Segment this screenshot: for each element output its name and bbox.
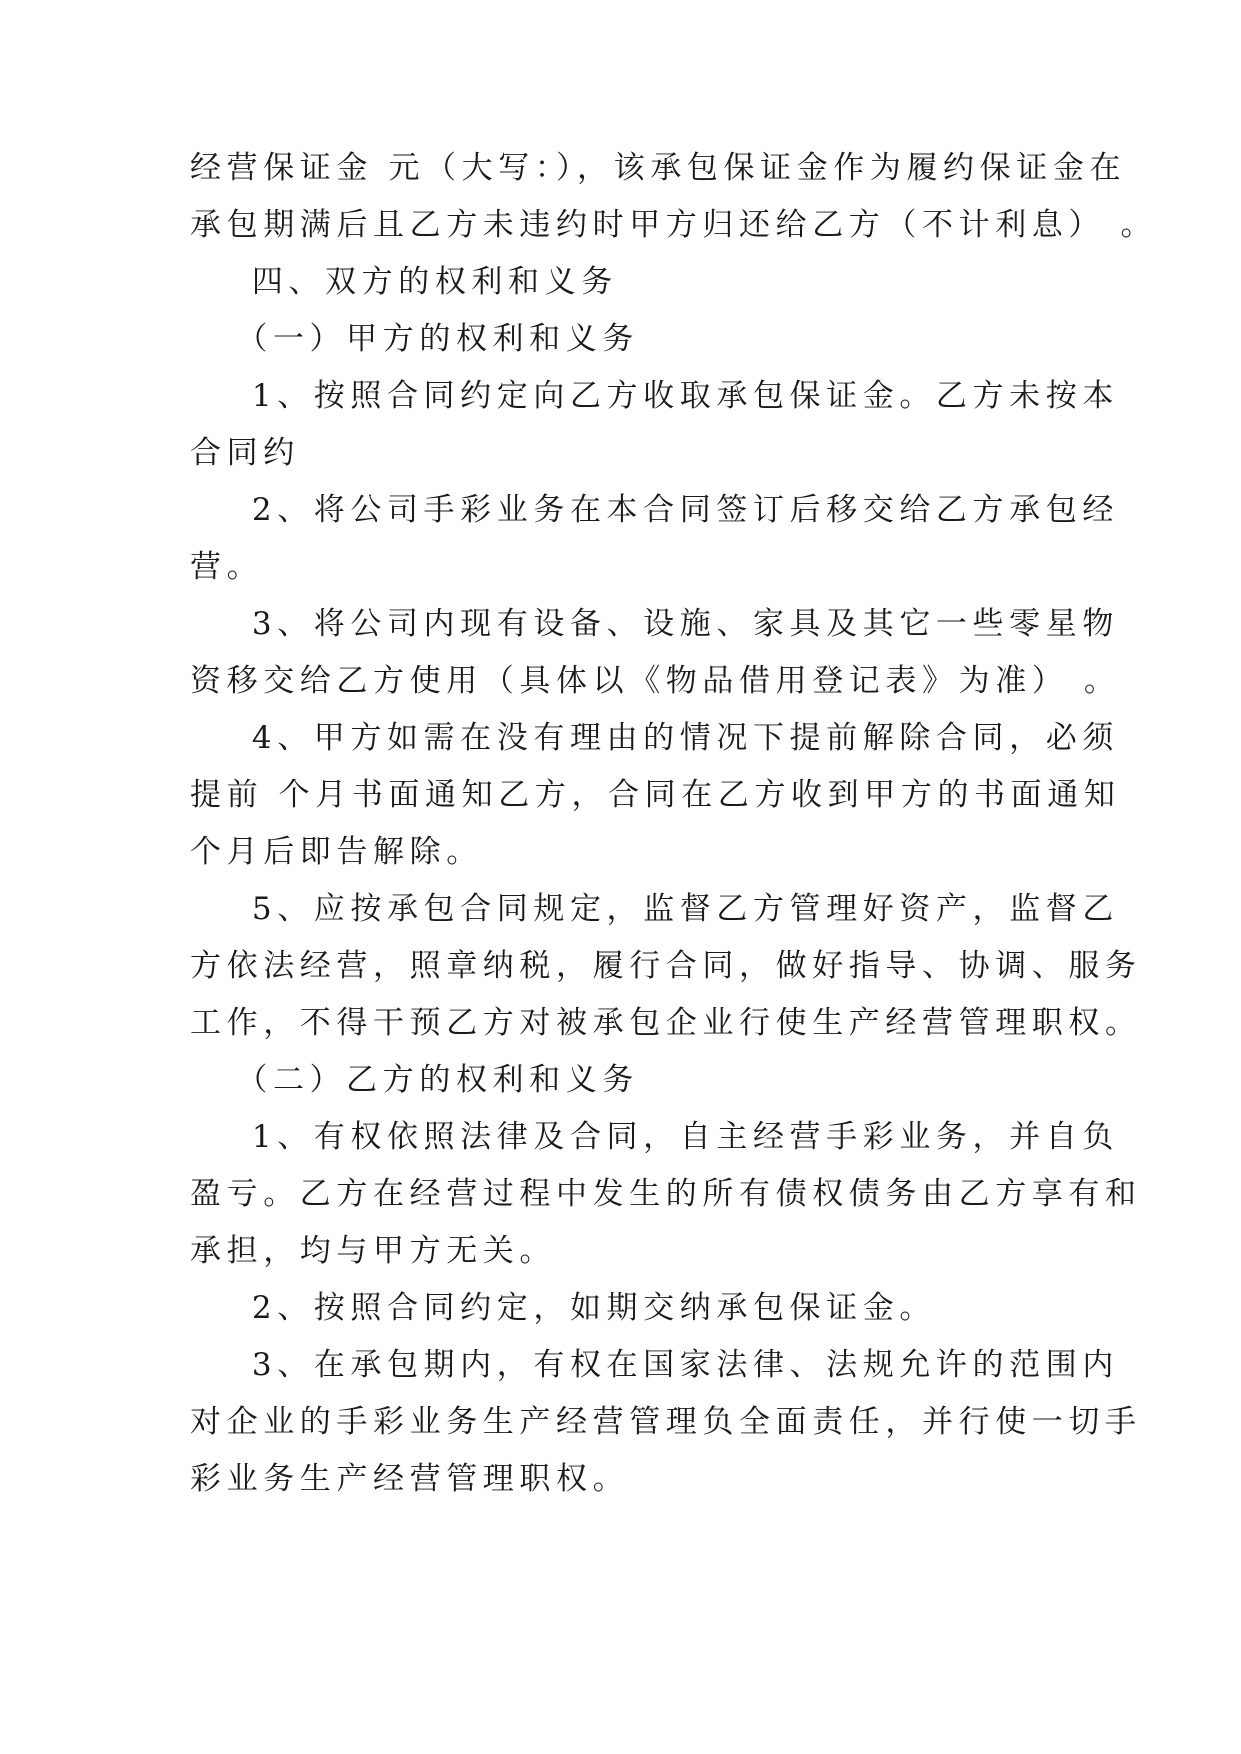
text-line: 提前 个月书面通知乙方，合同在乙方收到甲方的书面通知 bbox=[190, 777, 1121, 813]
text-line: 1、有权依照法律及合同，自主经营手彩业务，并自负 bbox=[190, 1119, 1119, 1155]
text-line: 2、将公司手彩业务在本合同签订后移交给乙方承包经 bbox=[190, 492, 1119, 528]
text-line: 工作，不得干预乙方对被承包企业行使生产经营管理职权。 bbox=[190, 1005, 1142, 1041]
text-line: 对企业的手彩业务生产经营管理负全面责任，并行使一切手 bbox=[190, 1404, 1142, 1440]
text-line: 彩业务生产经营管理职权。 bbox=[190, 1461, 630, 1497]
text-line: 5、应按承包合同规定，监督乙方管理好资产，监督乙 bbox=[190, 891, 1119, 927]
text-line: 个月后即告解除。 bbox=[190, 834, 483, 870]
text-line: 经营保证金 元（大写：），该承包保证金作为履约保证金在 bbox=[190, 150, 1127, 186]
text-line: 2、按照合同约定，如期交纳承包保证金。 bbox=[190, 1290, 936, 1326]
text-line: 方依法经营，照章纳税，履行合同，做好指导、协调、服务 bbox=[190, 948, 1142, 984]
text-line: 1、按照合同约定向乙方收取承包保证金。乙方未按本 bbox=[190, 378, 1119, 414]
text-line: 承包期满后且乙方未违约时甲方归还给乙方（不计利息） 。 bbox=[190, 207, 1158, 243]
text-line: 合同约 bbox=[190, 435, 300, 471]
subsection-heading: （二）乙方的权利和义务 bbox=[190, 1062, 639, 1098]
text-line: 盈亏。乙方在经营过程中发生的所有债权债务由乙方享有和 bbox=[190, 1176, 1142, 1212]
text-line: 承担，均与甲方无关。 bbox=[190, 1233, 556, 1269]
text-line: 3、将公司内现有设备、设施、家具及其它一些零星物 bbox=[190, 606, 1119, 642]
text-line: 资移交给乙方使用（具体以《物品借用登记表》为准） 。 bbox=[190, 663, 1121, 699]
text-line: 4、甲方如需在没有理由的情况下提前解除合同，必须 bbox=[190, 720, 1119, 756]
section-heading: 四、双方的权利和义务 bbox=[190, 264, 618, 300]
subsection-heading: （一）甲方的权利和义务 bbox=[190, 321, 639, 357]
text-line: 3、在承包期内，有权在国家法律、法规允许的范围内 bbox=[190, 1347, 1119, 1383]
text-line: 营。 bbox=[190, 549, 264, 585]
